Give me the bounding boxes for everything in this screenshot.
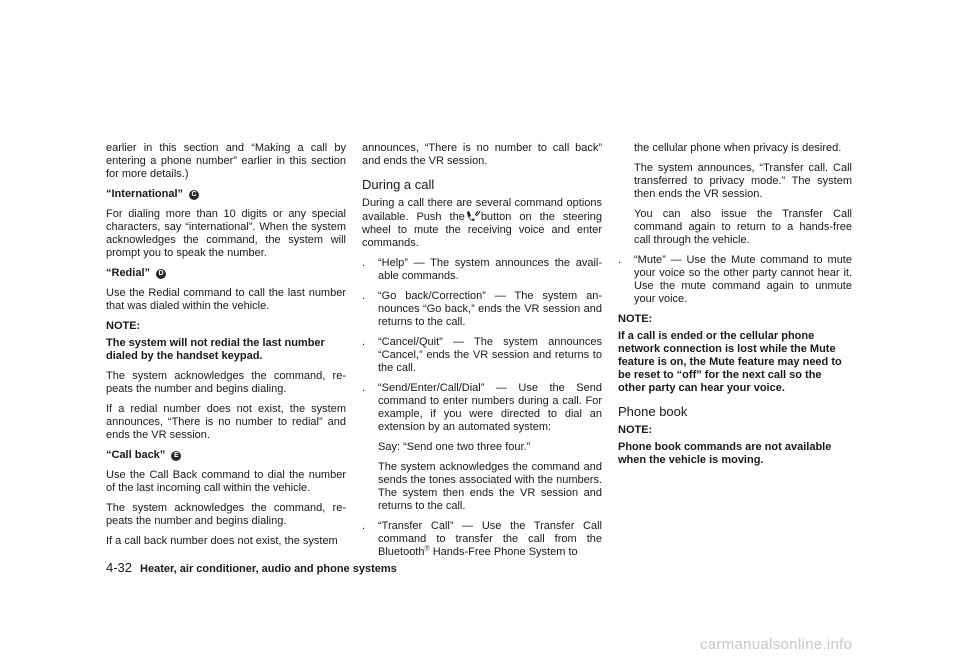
watermark: carmanualsonline.info [700,636,853,653]
text: “Help” — The system announces the avail-able commands. [378,257,602,282]
list-item [618,254,852,306]
section-title-phone-book: Phone book [618,404,688,419]
page-footer [106,560,397,575]
text: During a call there are several command options available. Push the [362,197,602,223]
marker-e-icon: E [171,451,181,461]
sub-paragraph: You can also issue the Transfer Call command again to return to a hands-free call through the vehicle. [634,208,852,246]
list-item [362,382,602,434]
footer-title: Heater, air conditioner, audio and phone systems [140,563,397,575]
bullet: . [362,290,366,302]
text: “Send/Enter/Call/Dial” — Use the Send command to enter numbers during a call. For example, if you were directed to dial an extension by an automated system: [378,382,602,433]
marker-c-icon: C [189,190,199,200]
note-body: The system will not redial the last number dialed by the handset keypad. [106,337,325,362]
paragraph: For dialing more than 10 digits or any special characters, say “international”. When the system acknowledges the command, the system will prompt you to speak the number. [106,208,346,259]
sub-paragraph: the cellular phone when privacy is desired. [634,142,842,154]
note-label: NOTE: [618,424,653,436]
paragraph: If a redial number does not exist, the system announces, “There is no number to redial” and ends the VR session. [106,403,346,441]
page-number: 4-32 [106,560,133,575]
heading-text: “Call back” [106,449,166,461]
bullet: . [362,336,366,348]
list-item [362,520,602,559]
registered-mark: ® [424,545,430,553]
heading-text: “International” [106,188,184,200]
bullet: . [362,382,366,394]
note-label: NOTE: [618,313,653,325]
paragraph: announces, “There is no number to call back” and ends the VR session. [362,142,602,167]
text: button on the steering wheel to mute the receiving voice and enter commands. [362,211,602,249]
paragraph: earlier in this section and “Making a call by entering a phone number” earlier in this section for more details.) [106,142,346,180]
paragraph: Use the Call Back command to dial the number of the last incoming call within the vehicle. [106,469,346,494]
list-item [362,257,602,283]
sub-paragraph: Say: “Send one two three four.” [378,441,531,453]
note-body: If a call is ended or the cellular phone network connection is lost while the Mute feature is on, the Mute feature may need to be reset to “off” for the next call so the other party can hear your voice. [618,330,842,394]
heading-text: “Redial” [106,267,151,279]
text: “Cancel/Quit” — The system announces “Cancel,” ends the VR session and returns to the call. [378,336,602,374]
text: “Mute” — Use the Mute command to mute your voice so the other party cannot hear it. Use the mute command again to unmute your voice. [634,254,852,305]
paragraph [362,197,602,250]
list-item [362,290,602,329]
note-label: NOTE: [106,320,141,332]
heading-redial [106,267,346,280]
paragraph: The system acknowledges the command, re-peats the number and begins dialing. [106,370,346,395]
column-right [618,142,852,474]
paragraph: Use the Redial command to call the last number that was dialed within the vehicle. [106,287,346,312]
text: Hands-Free Phone System to [429,546,578,558]
text: “Go back/Correction” — The system an-nounces “Go back,” ends the VR session and returns to the call. [378,290,602,328]
bullet: . [362,520,366,532]
section-title-during-a-call: During a call [362,177,435,192]
column-left [106,142,346,555]
list-item [362,336,602,375]
bullet: . [362,257,366,269]
note-body: Phone book commands are not available when the vehicle is moving. [618,441,832,466]
sub-paragraph: The system announces, “Transfer call. Call transferred to privacy mode.” The system then ends the VR session. [634,162,852,200]
bullet: . [618,254,622,266]
paragraph: If a call back number does not exist, the system [106,535,338,547]
sub-paragraph: The system acknowledges the command and sends the tones associated with the numbers. The system then ends the VR session and returns to the call. [378,461,602,512]
heading-international [106,188,346,201]
marker-d-icon: D [156,269,166,279]
text: “Transfer Call” — Use the Transfer Call command to transfer the call from the Bluetooth [378,520,602,558]
heading-call-back [106,449,346,462]
column-middle [362,142,602,566]
steering-wheel-phone-icon [465,210,481,221]
paragraph: The system acknowledges the command, re-peats the number and begins dialing. [106,502,346,527]
